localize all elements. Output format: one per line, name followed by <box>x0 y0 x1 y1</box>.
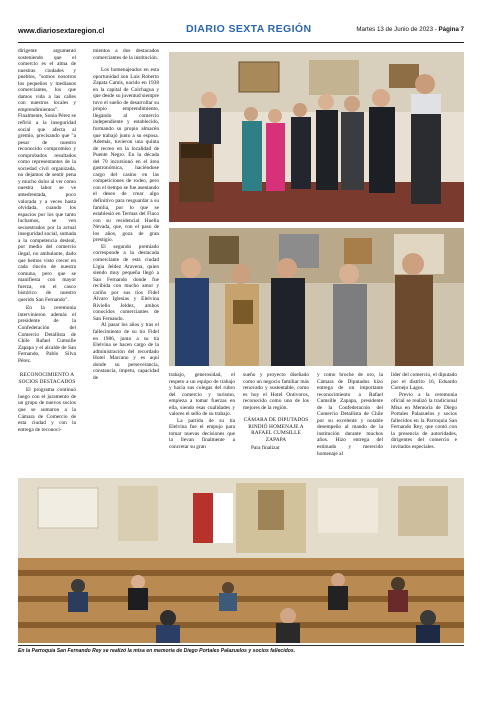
paragraph: En la ceremonia intervinieron además el presidente de la Confederación del Comercio Detallista de Chile Rafael Cumsille Zapapa y el alcalde de San Fernando, Pablo Silva Pérez. <box>18 305 76 364</box>
paragraph: Al pasar los años y tras el fallecimiento de su tío Fidel en 1986, junto a su tía Elelvina se hacen cargo de la administración del recordado Hotel Marcano y es aquí donde su perseverancia, constancia, ímpetu, capacidad de <box>93 322 159 381</box>
paragraph: trabajo, generosidad, el respeto a un equipo de trabajo y hacia sus colegas del rubro del comercio y turismo, empieza a tomar fuerzas en ella, siendo esas cualidades y valores el sello de su trabajo. <box>169 372 235 418</box>
section-heading: RECONOCIMIENTO A SOCIOS DESTACADOS <box>18 372 76 385</box>
paragraph: El segundo premiado corresponde a la destacada comerciante de esta ciudad Ligia Jeldez Aravena, quien siendo muy pequeña llegó a San Fernando donde fue recibida con mucho amor y cariño por sus tíos Fidel Álvaro Iglesias y Elelvina Riviello Jeldez, ambos conocidos comerciantes de San Fernando. <box>93 243 159 322</box>
paragraph: Para finalizar <box>251 445 280 452</box>
photo-group-award <box>169 228 464 366</box>
text-column-5 <box>317 372 383 457</box>
paragraph: sueño y proyecto diseñado como un negocio familiar más renovado y sustentable, como es hoy el Hotel Ontivoros, reconocido como uno de los mejores de la región. <box>243 372 309 411</box>
caption-rule <box>18 645 464 646</box>
text-column-1 <box>18 48 76 433</box>
issue-date <box>356 26 464 33</box>
site-url[interactable]: www.diariosextaregion.cl <box>18 26 105 35</box>
photo-church-mass <box>18 478 464 643</box>
photo-caption: En la Parroquia San Fernando Rey se realizó la misa en memoria de Diego Portales Palazuelos y socios fallecidos. <box>18 648 296 654</box>
paragraph: Los homenajeados en esta oportunidad son Luis Roberto Zapata Camis, nacido en 1938 en la capital de Colchagua y que desde su juventud siempre tuvo el sueño de desarrollar su propio emprendimiento, llegando al comercio independiente y establecido, formando su propio almacén que trabajó junto a su esposa. Además, tuvieron una quinta de recreo en la localidad de Puente Negro. En la década del 70 incursionó en el área gastronómica, haciéndose cargo del casino en las competiciones de rodeo, pero con el tiempo se fue asentando el deseo de crear algo definitivo para resguardar a su familia, por lo que se establesió en Termas del Flaco con su residencial Huella Nevada, que, con el paso de los años, goza de gran prestigio. <box>93 67 159 244</box>
text-column-4 <box>243 372 309 452</box>
header-rule <box>18 42 464 43</box>
paragraph: El programa continuó luego con el juramento de un grupo de nuevos socios que se sumaron a la Cámara de Comercio de esta ciudad y con la entrega de reconoci- <box>18 387 76 433</box>
paragraph: y como broche de oro, la Cámara de Diputados hizo entrega de un importante reconocimiento a Rafael Cumsille Zapapa, presidente de la Confederación del Comercio Detallista de Chile por su excelente y notable desempeño al mando de la institución durante muchos años. Hizo entrega del estimado y merecido homenaje al <box>317 372 383 457</box>
section-heading: CÁMARA DE DIPUTADOS RINDIÓ HOMENAJE A RAFAEL CUMSILLE ZAPAPA <box>243 417 309 443</box>
paragraph: mientos a dos destacados comerciantes de la institución. <box>93 48 159 61</box>
text-column-6 <box>391 372 457 451</box>
date-text: Martes 13 de Junio de 2023 - <box>356 26 439 33</box>
paragraph: La partida de su tía Elelvina fue el empujo para tomar nuevas decisiones que la llevan finalmente a concretar su gran <box>169 417 235 451</box>
page-header <box>18 23 464 40</box>
newspaper-title: DIARIO SEXTA REGIÓN <box>186 23 312 35</box>
text-column-2 <box>93 48 159 381</box>
paragraph: dirigente argumentó sosteniendo que el comercio es el alma de nuestras ciudades y pueblos, "somos nosotros los pequeños y medianos comerciantes, los que damos vida a las calles con nuestros locales y emprendimientos". Finalmente, Sonia Pérez se refirió a la inseguridad social que afecta al gremio, precisando que "a pesar de nuestro reconocido compromiso y comprobados resultados como representantes de la sociedad civil organizada, no dejamos de sentir pena y mucho dolor al ver como nuestra labor se ve amedrentada, poco valorada y a veces hasta olvidada, cuando los espacios por los que tanto luchamos, se ven secuestrados por la actual inseguridad social, sumada a la competencia desleal, por medio del comercio ilegal, no ambulante, dado que hemos visto crecer en cada rincón de nuestra comuna, pero que se manifiesta con mayor fuerza, en el casco histórico de nuestro querido San Fernando". <box>18 48 76 303</box>
paragraph: líder del comercio, el diputado por el distrito 16, Eduardo Cornejo Lagos. <box>391 372 457 392</box>
photo-ceremony-podium <box>169 52 464 222</box>
text-column-3 <box>169 372 235 451</box>
page-number: Página 7 <box>438 26 464 33</box>
paragraph: Previo a la ceremonia oficial se realizó la tradicional Misa en Memoria de Diego Portales Palazuelos y socios fallecidos en la Parroquia San Fernando Rey, que contó con la presencia de autoridades, dirigentes del comercio e invitados especiales. <box>391 391 457 451</box>
